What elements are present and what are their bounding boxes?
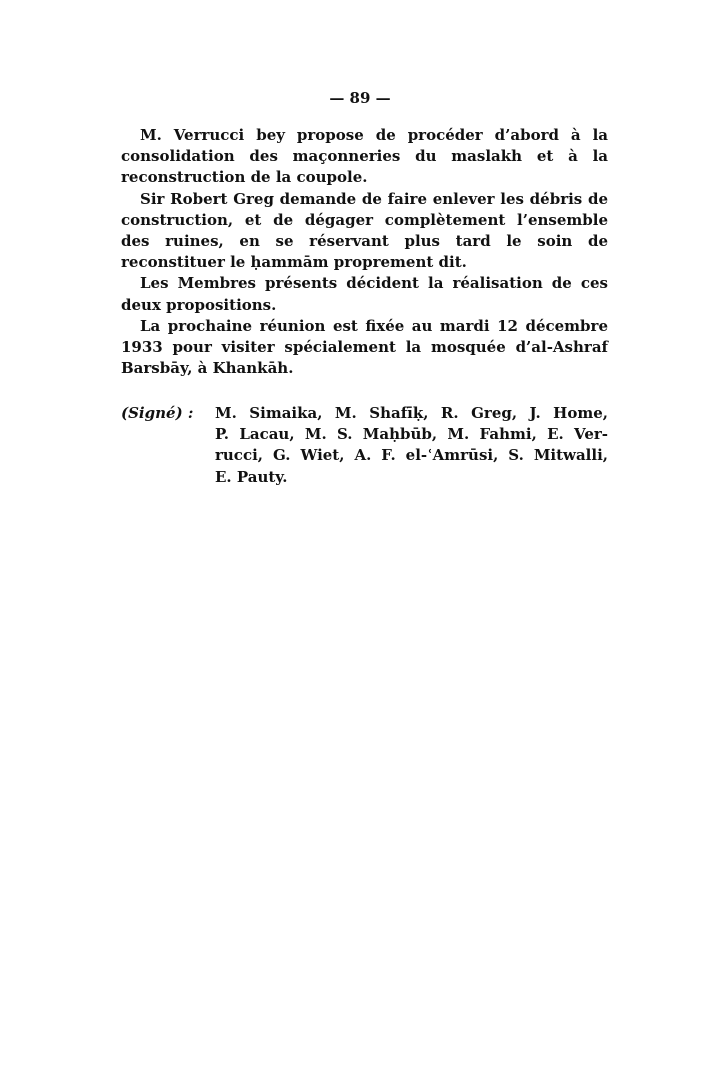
paragraph-verrucci-proposal: M. Verrucci bey propose de procéder d’abord à la consolidation des maçonneries du maslakh et à la reconstruction de la coupole.: [121, 126, 608, 187]
minutes-body: [121, 125, 608, 379]
signatory-line: E. Pauty.: [215, 467, 288, 486]
paragraph-greg-request: Sir Robert Greg demande de faire enlever les débris de construction, et de dégager complètement l’ensemble des ruines, en se réservant plus tard le soin de reconstituer le ḥammām proprement dit.: [121, 189, 608, 272]
signatory-line: rucci, G. Wiet, A. F. el-ʿAmrūsi, S. Mitwalli,: [215, 446, 608, 465]
paragraph-next-meeting: La prochaine réunion est fixée au mardi 12 décembre 1933 pour visiter spécialement la mosquée d’al-Ashraf Barsbāy, à Khankāh.: [121, 316, 608, 378]
signatory-names: [215, 403, 608, 488]
page-number: — 89 —: [329, 89, 391, 107]
paragraph-members-decision: Les Membres présents décident la réalisation de ces deux propositions.: [121, 274, 608, 314]
signatory-line: M. Simaika, M. Shafīḳ, R. Greg, J. Home,: [215, 404, 608, 422]
signatory-line: P. Lacau, M. S. Maḥbūb, M. Fahmi, E. Ver-: [215, 425, 608, 444]
signature-label: (Signé) :: [121, 404, 194, 422]
